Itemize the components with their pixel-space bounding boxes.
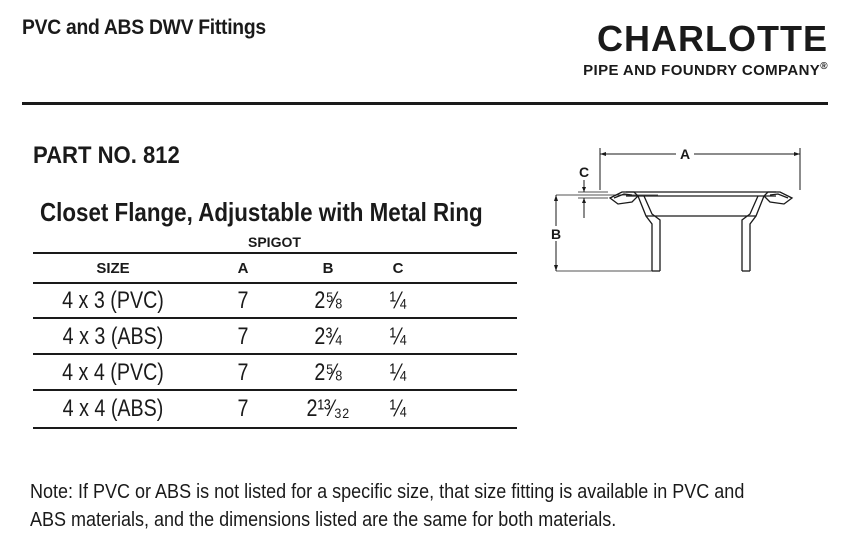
table-row	[33, 320, 517, 350]
spigot-group-label: SPIGOT	[248, 234, 301, 250]
table-row	[33, 356, 517, 386]
cell-a: 7	[237, 359, 249, 386]
note-line-1: Note: If PVC or ABS is not listed for a specific size, that size fitting is available in PVC and	[30, 481, 745, 503]
cell-b: 2¾	[314, 323, 342, 350]
cell-b: 2⅝	[314, 287, 342, 314]
dimension-label-c: C	[578, 164, 590, 180]
table-bottom-rule	[33, 427, 517, 429]
dimension-label-a: A	[679, 146, 691, 162]
cell-size: 4 x 4 (PVC)	[62, 359, 164, 386]
closet-flange-drawing	[548, 140, 818, 278]
header-divider	[22, 102, 828, 105]
closet-flange-diagram	[548, 140, 818, 278]
brand-name: CHARLOTTE	[597, 18, 828, 59]
cell-b: 2⅝	[314, 359, 342, 386]
header-a: A	[237, 260, 249, 277]
dimension-label-b: B	[550, 226, 562, 242]
cell-a: 7	[237, 323, 249, 350]
document-title: PVC and ABS DWV Fittings	[22, 16, 266, 39]
registered-mark: ®	[820, 61, 828, 72]
header-c: C	[392, 260, 404, 277]
cell-c: ¼	[389, 323, 407, 350]
row-rule	[33, 317, 517, 319]
cell-size: 4 x 3 (PVC)	[62, 287, 164, 314]
table-row	[33, 392, 517, 422]
fitting-name: Closet Flange, Adjustable with Metal Ring	[40, 197, 483, 227]
materials-note	[30, 478, 750, 534]
row-rule	[33, 389, 517, 391]
cell-a: 7	[237, 287, 249, 314]
cell-c: ¼	[389, 395, 407, 422]
cell-size: 4 x 3 (ABS)	[62, 323, 164, 350]
row-rule	[33, 353, 517, 355]
part-number: PART NO. 812	[33, 142, 180, 169]
cell-size: 4 x 4 (ABS)	[62, 395, 164, 422]
brand-logo	[583, 20, 828, 80]
header-b: B	[322, 260, 334, 277]
brand-subtitle	[583, 58, 828, 80]
cell-b: 2¹³⁄₃₂	[306, 395, 350, 422]
brand-subtitle-text: PIPE AND FOUNDRY COMPANY	[583, 62, 821, 79]
table-header-row	[33, 252, 517, 282]
cell-c: ¼	[389, 287, 407, 314]
cell-a: 7	[237, 395, 249, 422]
header-size: SIZE	[96, 260, 130, 277]
note-line-2: ABS materials, and the dimensions listed are the same for both materials.	[30, 509, 617, 531]
cell-c: ¼	[389, 359, 407, 386]
table-row	[33, 284, 517, 314]
